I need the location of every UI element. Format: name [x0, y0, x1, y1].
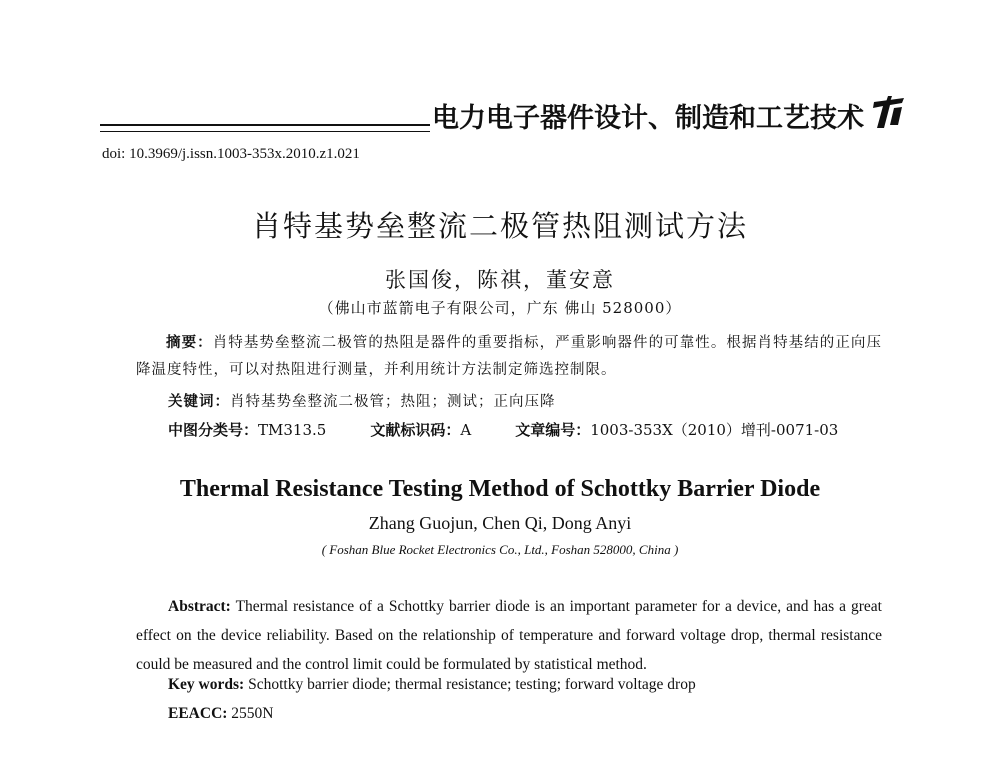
english-affiliation: ( Foshan Blue Rocket Electronics Co., Ltd., Foshan 528000, China )	[321, 542, 679, 557]
doi-value[interactable]: 10.3969/j.issn.1003-353x.2010.z1.021	[129, 146, 360, 162]
journal-logo-icon	[868, 92, 908, 132]
chinese-keywords-label: 关键词：	[168, 394, 230, 410]
clc-value: TM313.5	[258, 421, 327, 439]
english-keywords-text: Schottky barrier diode; thermal resistance; testing; forward voltage drop	[248, 676, 696, 693]
eeacc-value: 2550N	[231, 705, 274, 722]
chinese-keywords-text: 肖特基势垒整流二极管；热阻；测试；正向压降	[230, 394, 556, 410]
header-rule-thick	[100, 124, 430, 126]
doi-line	[102, 146, 360, 163]
english-abstract-label: Abstract:	[168, 598, 231, 615]
classification-line	[168, 419, 838, 440]
chinese-authors: 张国俊，陈祺，董安意	[385, 268, 615, 292]
doi-label: doi:	[102, 146, 126, 162]
chinese-keywords	[168, 390, 556, 411]
doc-code-label: 文献标识码：	[370, 421, 461, 439]
chinese-abstract-label: 摘要：	[166, 335, 213, 351]
article-no-value: 1003-353X（2010）增刊-0071-03	[590, 421, 839, 439]
english-keywords	[168, 676, 696, 694]
english-title: Thermal Resistance Testing Method of Schottky Barrier Diode	[179, 476, 821, 502]
chinese-title: 肖特基势垒整流二极管热阻测试方法	[251, 209, 748, 243]
eeacc-line	[168, 705, 274, 723]
doc-code-value: A	[460, 421, 472, 439]
english-abstract	[136, 592, 882, 679]
eeacc-label: EEACC:	[168, 705, 228, 722]
chinese-abstract-text: 肖特基势垒整流二极管的热阻是器件的重要指标，严重影响器件的可靠性。根据肖特基结的正向压降温度特性，可以对热阻进行测量，并利用统计方法制定筛选控制限。	[136, 335, 882, 378]
chinese-affiliation: （佛山市蓝箭电子有限公司，广东 佛山 528000）	[318, 299, 682, 317]
header-rule-thin	[100, 131, 430, 132]
chinese-abstract	[136, 330, 882, 384]
clc-label: 中图分类号：	[168, 421, 259, 439]
journal-section-title: 电力电子器件设计、制造和工艺技术	[432, 103, 864, 134]
english-authors: Zhang Guojun, Chen Qi, Dong Anyi	[368, 513, 632, 533]
article-no-label: 文章编号：	[515, 421, 591, 439]
english-keywords-label: Key words:	[168, 676, 245, 693]
english-abstract-text: Thermal resistance of a Schottky barrier diode is an important parameter for a device, and has a great effect on the device reliability. Based on the relationship of temperature and forward voltage drop, thermal resistance could be measured and the control limit could be formulated by statistical method.	[136, 598, 882, 673]
